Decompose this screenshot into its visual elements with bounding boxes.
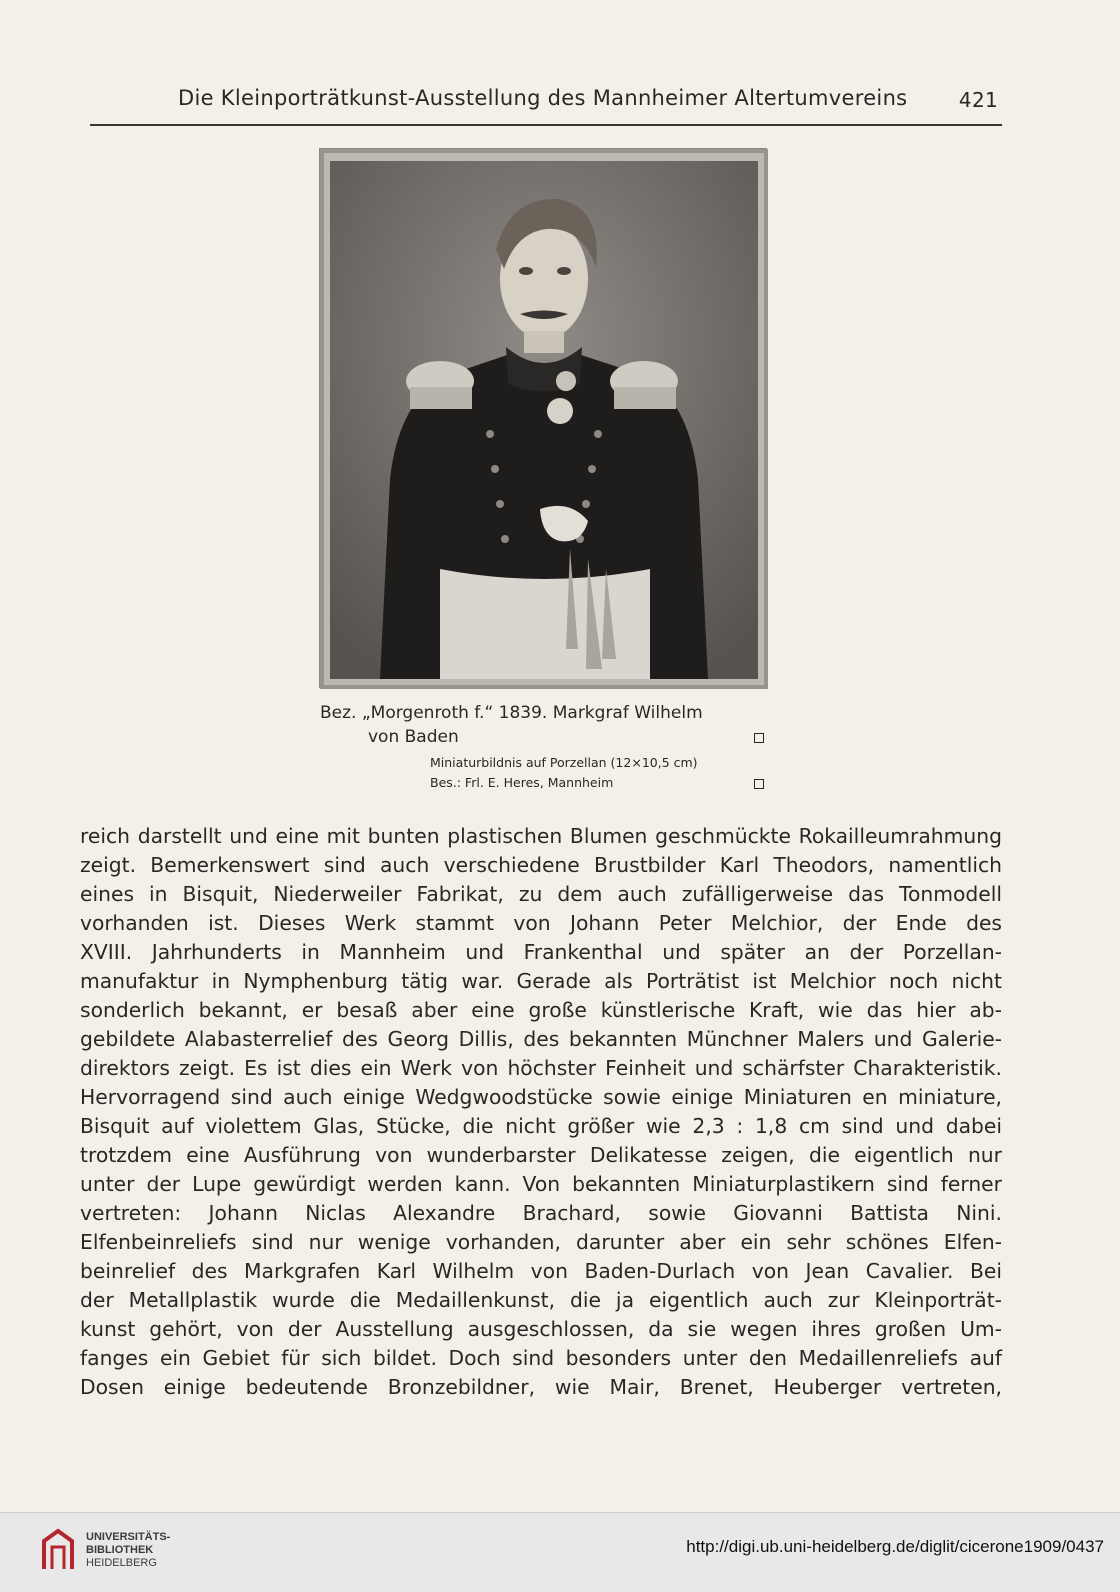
text-line: eines in Bisquit, Niederweiler Fabrikat, zu dem auch zufälligerweise das Tonmodell — [80, 882, 1002, 906]
text-line: beinrelief des Markgrafen Karl Wilhelm von Baden-Durlach von Jean Cavalier. Bei — [80, 1259, 1002, 1283]
text-line: unter der Lupe gewürdigt werden kann. Von bekannten Miniaturplastikern sind ferner — [80, 1172, 1002, 1196]
square-marker-icon — [754, 733, 764, 743]
footer-bar — [0, 1512, 1120, 1592]
text-line: Elfenbeinreliefs sind nur wenige vorhanden, darunter aber ein sehr schönes Elfen- — [80, 1230, 1002, 1254]
portrait-image — [320, 149, 768, 689]
caption-title: Bez. „Morgenroth f.“ 1839. Markgraf Wilhelm — [320, 703, 703, 723]
text-line: vorhanden ist. Dieses Werk stammt von Johann Peter Melchior, der Ende des — [80, 911, 1002, 935]
library-name-line3: HEIDELBERG — [86, 1557, 157, 1569]
library-logo-icon — [38, 1525, 78, 1575]
library-name — [86, 1531, 170, 1570]
caption-owner: Bes.: Frl. E. Heres, Mannheim — [430, 775, 614, 790]
library-name-line1: UNIVERSITÄTS- — [86, 1531, 171, 1543]
text-line: fanges ein Gebiet für sich bildet. Doch sind besonders unter den Medaillenreliefs auf — [80, 1346, 1002, 1370]
text-line: vertreten: Johann Niclas Alexandre Brachard, sowie Giovanni Battista Nini. — [80, 1201, 1002, 1225]
caption-medium: Miniaturbildnis auf Porzellan (12×10,5 cm) — [430, 755, 698, 770]
caption-subject: von Baden — [368, 727, 459, 747]
text-line: Dosen einige bedeutende Bronzebildner, wie Mair, Brenet, Heuberger vertreten, — [80, 1375, 1002, 1399]
text-line: manufaktur in Nymphenburg tätig war. Gerade als Porträtist ist Melchior noch nicht — [80, 969, 1002, 993]
text-line: reich darstellt und eine mit bunten plastischen Blumen geschmückte Rokailleumrahmung — [80, 824, 1002, 848]
text-line: sonderlich bekannt, er besaß aber eine große künstlerische Kraft, wie das hier ab- — [80, 998, 1002, 1022]
text-line: gebildete Alabasterrelief des Georg Dillis, des bekannten Münchner Malers und Galerie- — [80, 1027, 1002, 1051]
text-line: Hervorragend sind auch einige Wedgwoodstücke sowie einige Miniaturen en miniature, — [80, 1085, 1002, 1109]
page-number: 421 — [958, 88, 998, 112]
text-line: kunst gehört, von der Ausstellung ausgeschlossen, da sie wegen ihres großen Um- — [80, 1317, 1002, 1341]
running-title: Die Kleinporträtkunst-Ausstellung des Mannheimer Altertumvereins — [178, 86, 908, 110]
library-name-line2: BIBLIOTHEK — [86, 1544, 154, 1556]
running-header — [90, 82, 1002, 120]
text-line: der Metallplastik wurde die Medaillenkunst, die ja eigentlich auch zur Kleinporträt- — [80, 1288, 1002, 1312]
square-marker-icon — [754, 779, 764, 789]
text-line: trotzdem eine Ausführung von wunderbarster Delikatesse zeigen, die eigentlich nur — [80, 1143, 1002, 1167]
text-line: XVIII. Jahrhunderts in Mannheim und Frankenthal und später an der Porzellan- — [80, 940, 1002, 964]
header-rule — [90, 124, 1002, 126]
text-line: Bisquit auf violettem Glas, Stücke, die nicht größer wie 2,3 : 1,8 cm sind und dabei — [80, 1114, 1002, 1138]
text-line: direktors zeigt. Es ist dies ein Werk von höchster Feinheit und schärfster Charakteristik. — [80, 1056, 1002, 1080]
portrait-plate — [319, 148, 767, 688]
permalink-url[interactable]: http://digi.ub.uni-heidelberg.de/diglit/cicerone1909/0437 — [686, 1537, 1104, 1556]
text-line: zeigt. Bemerkenswert sind auch verschiedene Brustbilder Karl Theodors, namentlich — [80, 853, 1002, 877]
